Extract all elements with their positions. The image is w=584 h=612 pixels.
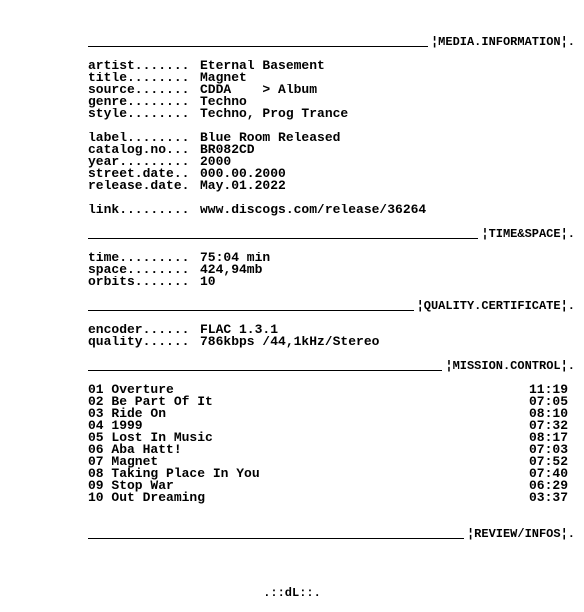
section-header-quality bbox=[88, 300, 575, 312]
track-title: 09 Stop War bbox=[88, 478, 174, 493]
quality-certificate bbox=[88, 324, 575, 348]
media-information bbox=[88, 60, 575, 216]
track-title: 04 1999 bbox=[88, 418, 143, 433]
source-value: CDDA > Album bbox=[200, 84, 318, 96]
discogs-link[interactable]: www.discogs.com/release/36264 bbox=[200, 204, 427, 216]
track-row bbox=[88, 408, 568, 420]
artist-value: Eternal Basement bbox=[200, 60, 325, 72]
track-title: 10 Out Dreaming bbox=[88, 490, 206, 505]
track-duration: 08:17 bbox=[528, 430, 568, 445]
info-row-title: title........ Magnet bbox=[88, 72, 575, 84]
section-header-media bbox=[88, 36, 575, 48]
genre-value: Techno bbox=[200, 96, 247, 108]
info-row-time: time......... 75:04 min bbox=[88, 252, 575, 264]
catalog-value: BR082CD bbox=[200, 144, 255, 156]
track-duration: 07:40 bbox=[528, 466, 568, 481]
info-row-artist: artist....... Eternal Basement bbox=[88, 60, 575, 72]
title-value: Magnet bbox=[200, 72, 247, 84]
track-duration: 06:29 bbox=[528, 478, 568, 493]
space-value: 424,94mb bbox=[200, 264, 263, 276]
street-date-value: 000.00.2000 bbox=[200, 168, 286, 180]
info-row-source: source....... CDDA > Album bbox=[88, 84, 575, 96]
time-space bbox=[88, 252, 575, 288]
orbits-value: 10 bbox=[200, 276, 216, 288]
info-row-quality: quality...... 786kbps /44,1kHz/Stereo bbox=[88, 336, 575, 348]
section-title-mission: ¦MISSION.CONTROL¦. bbox=[445, 359, 575, 373]
track-title: 06 Aba Hatt! bbox=[88, 442, 182, 457]
encoder-value: FLAC 1.3.1 bbox=[200, 324, 279, 336]
divider-rule bbox=[88, 538, 464, 539]
section-header-mission bbox=[88, 360, 575, 372]
section-header-timespace bbox=[88, 228, 575, 240]
track-title: 03 Ride On bbox=[88, 406, 167, 421]
track-title: 05 Lost In Music bbox=[88, 430, 213, 445]
signature-footer: .::dL::. bbox=[263, 586, 321, 600]
track-title: 01 Overture bbox=[88, 382, 174, 397]
section-header-review bbox=[88, 528, 575, 540]
divider-rule bbox=[88, 370, 442, 371]
style-value: Techno, Prog Trance bbox=[200, 108, 349, 120]
track-duration: 07:05 bbox=[528, 394, 568, 409]
section-title-timespace: ¦TIME&SPACE¦. bbox=[481, 227, 575, 241]
info-row-street-date: street.date.. 000.00.2000 bbox=[88, 168, 575, 180]
info-row-year: year......... 2000 bbox=[88, 156, 575, 168]
track-title: 02 Be Part Of It bbox=[88, 394, 213, 409]
section-title-review: ¦REVIEW/INFOS¦. bbox=[466, 527, 575, 541]
track-duration: 07:32 bbox=[528, 418, 568, 433]
track-duration: 07:52 bbox=[528, 454, 568, 469]
divider-rule bbox=[88, 238, 478, 239]
section-title-quality: ¦QUALITY.CERTIFICATE¦. bbox=[416, 299, 575, 313]
divider-rule bbox=[88, 46, 428, 47]
quality-value: 786kbps /44,1kHz/Stereo bbox=[200, 336, 380, 348]
track-duration: 08:10 bbox=[528, 406, 568, 421]
year-value: 2000 bbox=[200, 156, 232, 168]
label-value: Blue Room Released bbox=[200, 132, 341, 144]
info-row-catalog: catalog.no... BR082CD bbox=[88, 144, 575, 156]
track-row bbox=[88, 492, 568, 504]
info-row-style: style........ Techno, Prog Trance bbox=[88, 108, 575, 120]
info-row-release-date: release.date. May.01.2022 bbox=[88, 180, 575, 192]
info-row-link: link......... www.discogs.com/release/36264 bbox=[88, 204, 575, 216]
track-duration: 11:19 bbox=[528, 382, 568, 397]
info-row-orbits: orbits....... 10 bbox=[88, 276, 575, 288]
info-row-genre: genre........ Techno bbox=[88, 96, 575, 108]
section-title-media: ¦MEDIA.INFORMATION¦. bbox=[430, 35, 575, 49]
info-row-space: space........ 424,94mb bbox=[88, 264, 575, 276]
track-duration: 07:03 bbox=[528, 442, 568, 457]
track-title: 07 Magnet bbox=[88, 454, 159, 469]
track-row bbox=[88, 444, 568, 456]
info-row-encoder: encoder...... FLAC 1.3.1 bbox=[88, 324, 575, 336]
info-row-label: label........ Blue Room Released bbox=[88, 132, 575, 144]
release-date-value: May.01.2022 bbox=[200, 180, 286, 192]
track-title: 08 Taking Place In You bbox=[88, 466, 260, 481]
tracklist bbox=[88, 384, 568, 504]
track-duration: 03:37 bbox=[528, 490, 568, 505]
time-value: 75:04 min bbox=[200, 252, 271, 264]
divider-rule bbox=[88, 310, 414, 311]
